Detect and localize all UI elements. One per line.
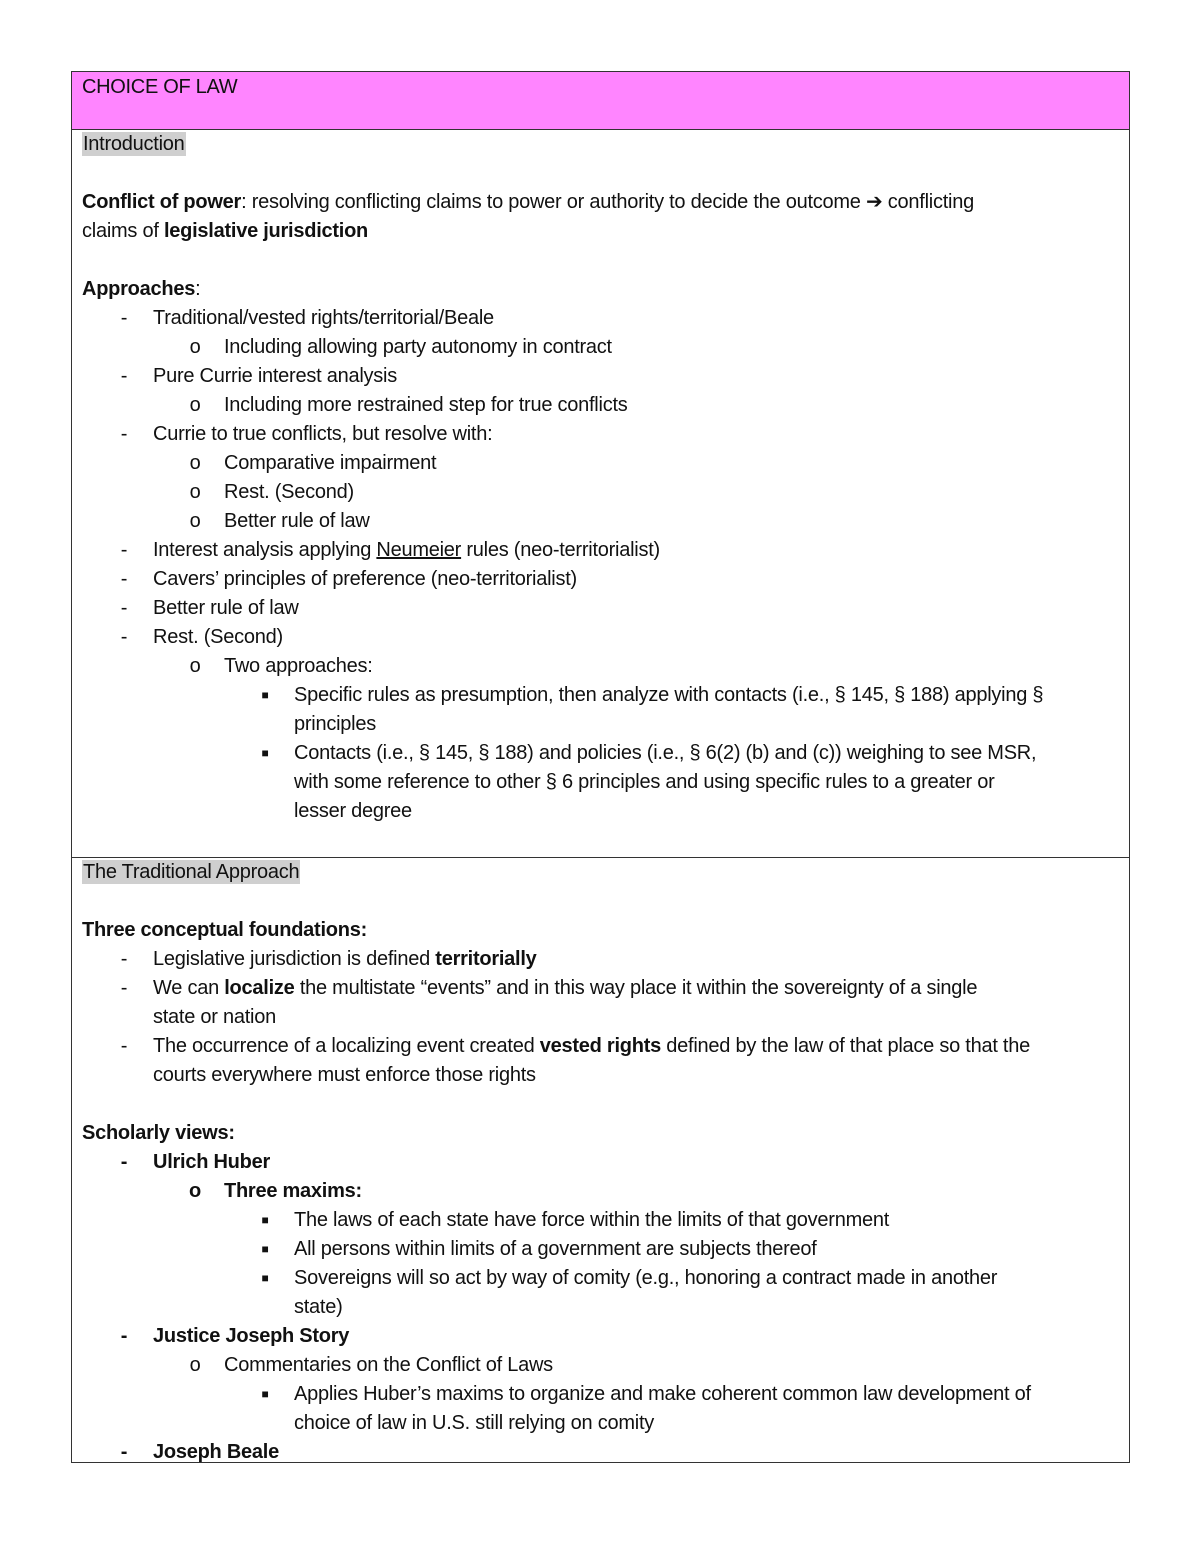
square-bullet-icon: ■: [261, 1213, 269, 1227]
traditional-approach-section: [72, 858, 1129, 1463]
list-item: - Legislative jurisdiction is defined territorially: [82, 945, 1119, 974]
list-item-cont: courts everywhere must enforce those rights: [153, 1064, 536, 1086]
list-item: - Justice Joseph Story: [82, 1322, 1119, 1351]
square-bullet-icon: ■: [261, 1242, 269, 1256]
list-item-cont: lesser degree: [294, 800, 412, 822]
notes-table: [71, 71, 1130, 1463]
list-item: ■ Applies Huber’s maxims to organize and make coherent common law development of: [82, 1380, 1119, 1409]
list-item: - Joseph Beale: [82, 1438, 1119, 1467]
approaches-label: Approaches:: [82, 278, 201, 300]
list-item: o Three maxims:: [82, 1177, 1119, 1206]
circle-bullet-icon: o: [189, 481, 201, 503]
list-item: - Currie to true conflicts, but resolve with:: [82, 420, 1119, 449]
circle-bullet-icon: o: [189, 394, 201, 416]
square-bullet-icon: ■: [261, 1271, 269, 1285]
list-item: o Two approaches:: [82, 652, 1119, 681]
list-item-cont: with some reference to other § 6 principles and using specific rules to a greater or: [294, 771, 995, 793]
dash-bullet-icon: -: [120, 948, 128, 970]
list-item: ■ The laws of each state have force within the limits of that government: [82, 1206, 1119, 1235]
list-item: o Rest. (Second): [82, 478, 1119, 507]
list-item-cont: state or nation: [153, 1006, 276, 1028]
dash-bullet-icon: -: [120, 597, 128, 619]
dash-bullet-icon: -: [120, 1325, 128, 1347]
conflict-of-power-line: Conflict of power: resolving conflicting claims to power or authority to decide the outcome ➔ conflicting: [82, 191, 974, 213]
introduction-section: [72, 130, 1129, 858]
list-item: - The occurrence of a localizing event created vested rights defined by the law of that place so that the: [82, 1032, 1119, 1061]
list-item: o Comparative impairment: [82, 449, 1119, 478]
title-row: [72, 72, 1129, 130]
circle-bullet-icon: o: [189, 1180, 201, 1202]
list-item: ■ Contacts (i.e., § 145, § 188) and policies (i.e., § 6(2) (b) and (c)) weighing to see MSR,: [82, 739, 1119, 768]
list-item: o Better rule of law: [82, 507, 1119, 536]
list-item: - Rest. (Second): [82, 623, 1119, 652]
list-item: o Including more restrained step for true conflicts: [82, 391, 1119, 420]
dash-bullet-icon: -: [120, 365, 128, 387]
list-item: - Pure Currie interest analysis: [82, 362, 1119, 391]
list-item-cont: state): [294, 1296, 343, 1318]
conflict-of-power-cont: claims of legislative jurisdiction: [82, 220, 369, 242]
list-item: - We can localize the multistate “events” and in this way place it within the sovereignty of a single: [82, 974, 1119, 1003]
list-item-cont: principles: [294, 713, 376, 735]
dash-bullet-icon: -: [120, 539, 128, 561]
dash-bullet-icon: -: [120, 423, 128, 445]
arrow-icon: ➔: [865, 191, 883, 213]
list-item-cont: choice of law in U.S. still relying on comity: [294, 1412, 654, 1434]
circle-bullet-icon: o: [189, 336, 201, 358]
list-item: o Commentaries on the Conflict of Laws: [82, 1351, 1119, 1380]
list-item: ■ All persons within limits of a government are subjects thereof: [82, 1235, 1119, 1264]
square-bullet-icon: ■: [261, 1387, 269, 1401]
list-item: - Cavers’ principles of preference (neo-territorialist): [82, 565, 1119, 594]
list-item: - Better rule of law: [82, 594, 1119, 623]
circle-bullet-icon: o: [189, 510, 201, 532]
list-item: - Interest analysis applying Neumeier rules (neo-territorialist): [82, 536, 1119, 565]
page-title: CHOICE OF LAW: [82, 76, 238, 98]
list-item: - Ulrich Huber: [82, 1148, 1119, 1177]
dash-bullet-icon: -: [120, 568, 128, 590]
list-item: ■ Specific rules as presumption, then analyze with contacts (i.e., § 145, § 188) applying §: [82, 681, 1119, 710]
circle-bullet-icon: o: [189, 452, 201, 474]
list-item: - Traditional/vested rights/territorial/Beale: [82, 304, 1119, 333]
foundations-label: Three conceptual foundations:: [82, 919, 367, 941]
square-bullet-icon: ■: [261, 746, 269, 760]
introduction-heading: Introduction: [83, 133, 185, 155]
square-bullet-icon: ■: [261, 688, 269, 702]
circle-bullet-icon: o: [189, 1354, 201, 1376]
traditional-approach-heading: The Traditional Approach: [83, 861, 300, 883]
list-item: ■ Sovereigns will so act by way of comity (e.g., honoring a contract made in another: [82, 1264, 1119, 1293]
dash-bullet-icon: -: [120, 307, 128, 329]
dash-bullet-icon: -: [120, 1441, 128, 1463]
circle-bullet-icon: o: [189, 655, 201, 677]
list-item: o Including allowing party autonomy in contract: [82, 333, 1119, 362]
dash-bullet-icon: -: [120, 626, 128, 648]
dash-bullet-icon: -: [120, 1151, 128, 1173]
scholarly-views-label: Scholarly views:: [82, 1122, 235, 1144]
dash-bullet-icon: -: [120, 1035, 128, 1057]
dash-bullet-icon: -: [120, 977, 128, 999]
